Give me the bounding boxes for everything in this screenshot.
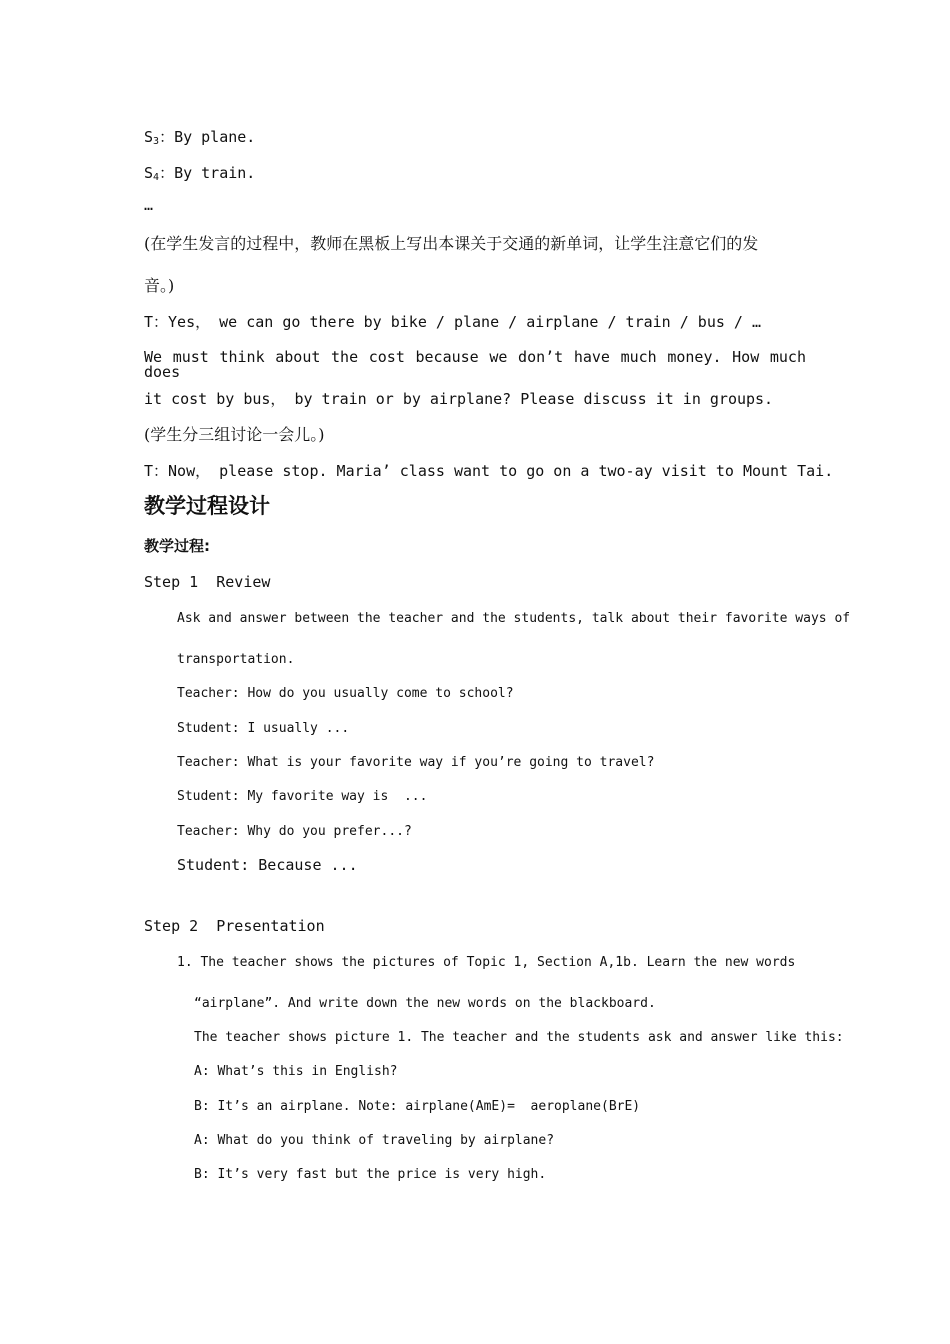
dialogue-s4: $S_4$：By train. (144, 164, 256, 183)
step2-dialogue-line: A: What’s this in English? (194, 1064, 398, 1079)
step2-dialogue-line: B: It’s an airplane. Note: airplane(AmE)= aeroplane(BrE) (194, 1099, 641, 1114)
teacher-line-3: T：Now， please stop. Maria’ class want to go on a two-ay visit to Mount Tai. (144, 462, 834, 480)
teacher-note-1: (在学生发言的过程中，教师在黑板上写出本课关于交通的新单词，让学生注意它们的发 (144, 234, 759, 253)
step2-dialogue-line: A: What do you think of traveling by airplane? (194, 1133, 555, 1148)
teacher-line-1: T：Yes， we can go there by bike / plane / airplane / train / bus / … (144, 313, 761, 331)
step2-item1-cont: “airplane”. And write down the new words on the blackboard. (194, 996, 656, 1011)
step2-dialogue-line: The teacher shows picture 1. The teacher and the students ask and answer like this: (194, 1030, 844, 1045)
step2-item1: 1. The teacher shows the pictures of Topic 1, Section A,1b. Learn the new words (177, 955, 796, 970)
dialogue-s3: $S_3$：By plane. (144, 128, 256, 147)
step1-dialogue-line: Teacher: Why do you prefer...? (177, 824, 412, 839)
step2-dialogue-line: B: It’s very fast but the price is very high. (194, 1167, 547, 1182)
step1-dialogue-line: Student: My favorite way is ... (177, 789, 428, 804)
section-subtitle: 教学过程: (144, 537, 210, 555)
step1-dialogue-last: Student: Because ... (177, 856, 358, 874)
teacher-line-2-cont: it cost by bus， by train or by airplane? Please discuss it in groups. (144, 390, 774, 408)
teacher-note-1-cont: 音。) (144, 276, 175, 295)
step1-intro: Ask and answer between the teacher and the students, talk about their favorite ways of (177, 611, 851, 626)
step1-dialogue-line: Student: I usually ... (177, 721, 350, 736)
step2-title: Step 2 Presentation (144, 917, 325, 935)
step1-intro-cont: transportation. (177, 652, 295, 667)
section-title: 教学过程设计 (144, 494, 270, 518)
teacher-line-2: We must think about the cost because we don’t have much money. How much does (144, 348, 806, 381)
step1-title: Step 1 Review (144, 573, 271, 591)
ellipsis: … (144, 196, 154, 214)
step1-dialogue-line: Teacher: How do you usually come to school? (177, 686, 514, 701)
step1-dialogue-line: Teacher: What is your favorite way if you’re going to travel? (177, 755, 655, 770)
teacher-note-2: (学生分三组讨论一会儿。) (144, 425, 325, 444)
